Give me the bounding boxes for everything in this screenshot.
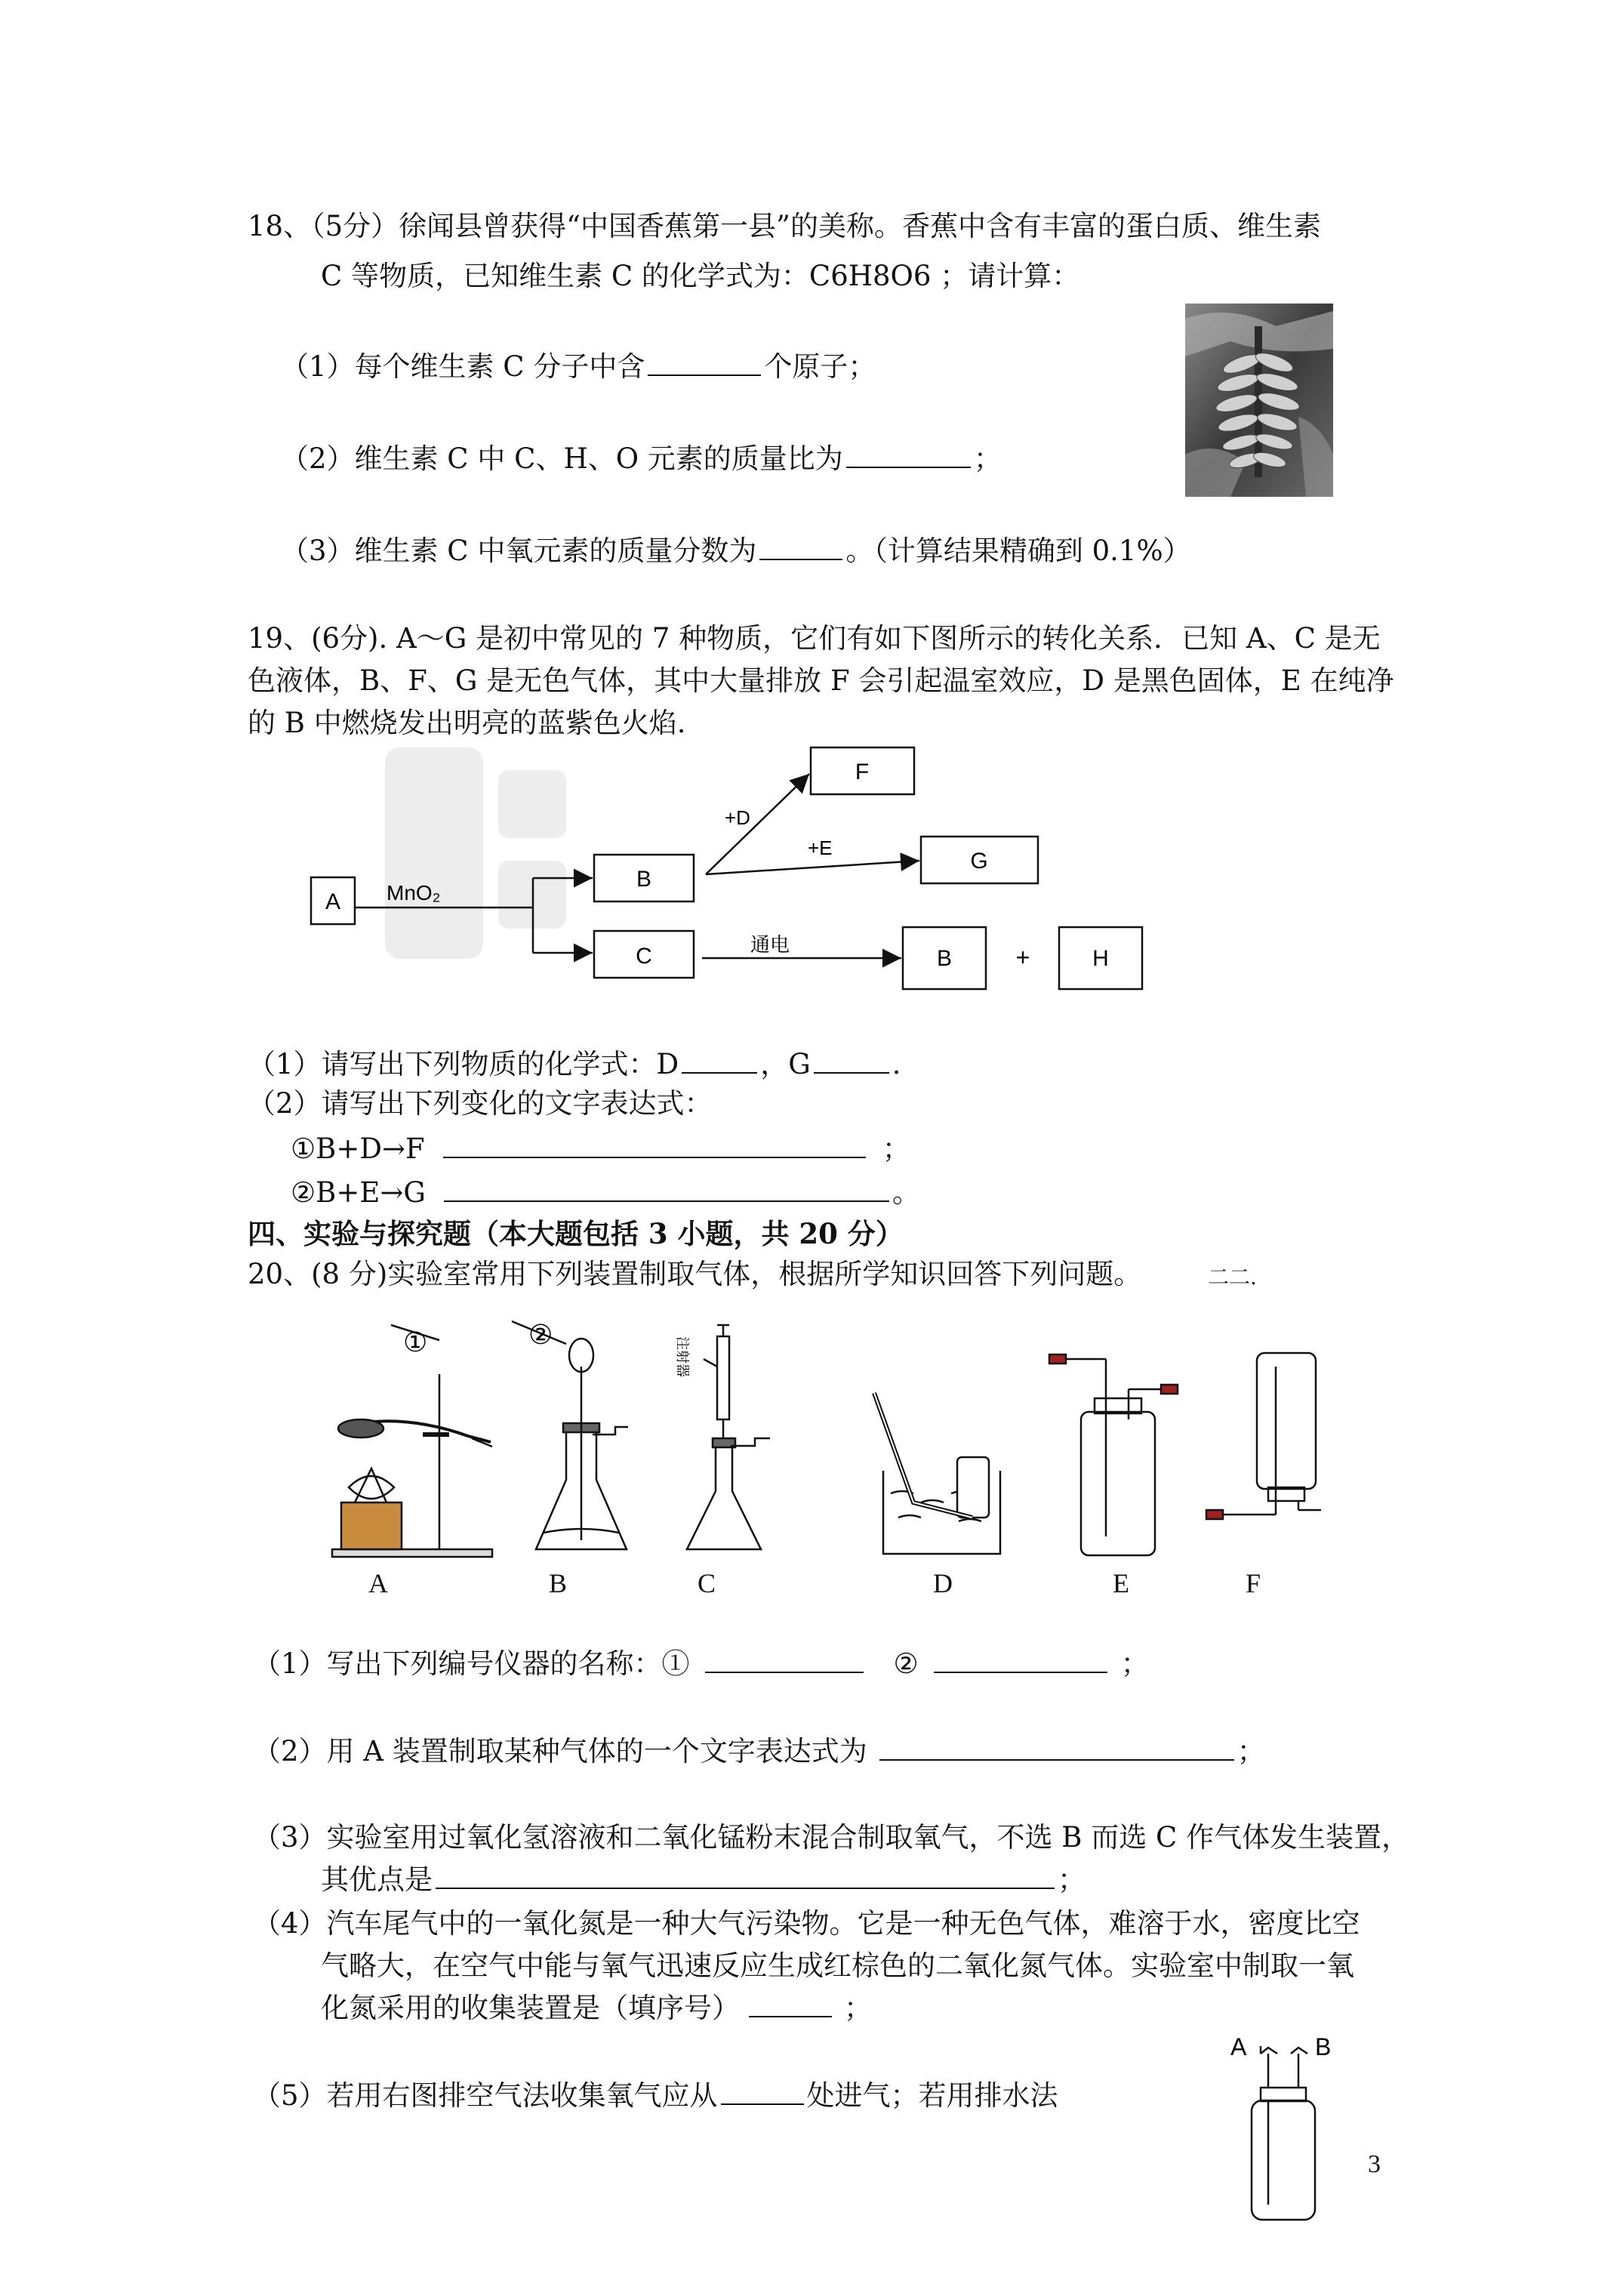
q20-sub4-text: 化氮采用的收集装置是（填序号） — [321, 1992, 740, 2024]
q20-sub1 — [253, 1646, 1149, 1682]
collection-bottle-figure — [1230, 2031, 1344, 2227]
q20-sub3-suffix: ； — [1058, 1863, 1086, 1896]
box-f-label: F — [855, 760, 870, 784]
q19-eq1-text: ①B+D→F — [291, 1133, 425, 1165]
q18-sub2 — [281, 441, 1002, 477]
apparatus-a — [332, 1325, 492, 1557]
apparatus-label-a: A — [368, 1568, 388, 1598]
box-a-label: A — [325, 889, 341, 914]
q19-sub1-blank-g[interactable] — [814, 1046, 889, 1074]
q20-apparatus-figure — [317, 1314, 1329, 1570]
q20-sub5-blank[interactable] — [721, 2078, 804, 2105]
q19-sub1-text: （1）请写出下列物质的化学式：D — [248, 1048, 679, 1080]
q20-sub3-line2 — [321, 1862, 1086, 1898]
banana-photo — [1185, 304, 1333, 497]
apparatus-label-f: F — [1246, 1568, 1261, 1598]
q18-sub3-text: （3）维生素 C 中氧元素的质量分数为 — [281, 535, 757, 567]
syringe-label: 注射器 — [675, 1336, 690, 1377]
apparatus-e — [1049, 1354, 1178, 1555]
q19-sub1-mid: ，G — [760, 1048, 811, 1080]
q19-flow-diagram — [302, 725, 1170, 997]
q19-line2: 色液体，B、F、G 是无色气体，其中大量排放 F 会引起温室效应，D 是黑色固体，E 在纯净 — [248, 664, 1394, 697]
q19-sub1-suffix: . — [892, 1048, 901, 1080]
q20-sub3-text: 其优点是 — [321, 1863, 433, 1896]
q20-sub4-line2: 气略大，在空气中能与氧气迅速反应生成红棕色的二氧化氮气体。实验室中制取一氧 — [321, 1949, 1354, 1982]
q20-sub4-blank[interactable] — [749, 1990, 832, 2017]
plus-d-label: +D — [725, 806, 750, 829]
callout-1: ① — [403, 1327, 428, 1358]
q19-eq1 — [291, 1131, 910, 1167]
box-g-label: G — [970, 849, 988, 874]
q19-line3: 的 B 中燃烧发出明亮的蓝紫色火焰. — [248, 707, 686, 739]
q20-sub4-suffix: ； — [844, 1992, 872, 2024]
apparatus-label-c: C — [698, 1568, 716, 1598]
bottle-label-a: A — [1230, 2033, 1247, 2060]
q20-sub4-line3 — [321, 1990, 872, 2026]
q20-sub2-blank[interactable] — [879, 1734, 1234, 1761]
q19-eq2-suffix: 。 — [892, 1176, 920, 1209]
q18-sub3-suffix: 。（计算结果精确到 0.1%） — [845, 535, 1191, 567]
q19-eq1-suffix: ； — [882, 1133, 910, 1165]
q18-sub2-blank[interactable] — [846, 441, 971, 468]
q20-sub1-text: （1）写出下列编号仪器的名称：① — [253, 1647, 690, 1680]
q20-sub1-blank-2[interactable] — [934, 1646, 1107, 1673]
section4-heading: 四、实验与探究题（本大题包括 3 小题，共 20 分） — [248, 1217, 904, 1250]
q20-sub5 — [253, 2078, 1058, 2114]
q18-sub1-text: （1）每个维生素 C 分子中含 — [281, 350, 645, 383]
box-b2-label: B — [936, 946, 953, 971]
q20-sub1-mid: ② — [893, 1647, 919, 1680]
q18-sub1-suffix: 个原子； — [764, 350, 876, 383]
q20-sub2-text: （2）用 A 装置制取某种气体的一个文字表达式为 — [253, 1735, 867, 1767]
q20-sub5-suffix: 处进气；若用排水法 — [806, 2079, 1058, 2112]
q18-sub1-blank[interactable] — [648, 349, 761, 376]
q19-eq2-blank[interactable] — [444, 1175, 889, 1202]
q20-sub1-blank-1[interactable] — [705, 1646, 864, 1673]
q19-eq2-text: ②B+E→G — [291, 1176, 426, 1209]
q18-sub3 — [281, 533, 1191, 569]
q18-sub2-suffix: ； — [973, 442, 1002, 475]
q20-sub4-line1: （4）汽车尾气中的一氧化氮是一种大气污染物。它是一种无色气体，难溶于水，密度比空 — [253, 1907, 1360, 1940]
q19-sub1-blank-d[interactable] — [682, 1046, 757, 1074]
box-b-label: B — [636, 867, 652, 892]
q19-sub1 — [248, 1046, 901, 1083]
page-number: 3 — [1368, 2150, 1381, 2178]
electrolysis-label: 通电 — [750, 933, 790, 956]
watermark — [385, 747, 566, 959]
q18-line1: 18、（5分）徐闻县曾获得“中国香蕉第一县”的美称。香蕉中含有丰富的蛋白质、维生素 — [248, 210, 1321, 242]
apparatus-label-b: B — [549, 1568, 568, 1598]
plus-sign: + — [1015, 944, 1030, 971]
q20-sub3-blank[interactable] — [436, 1862, 1055, 1889]
q18-sub2-text: （2）维生素 C 中 C、H、O 元素的质量比为 — [281, 442, 843, 475]
apparatus-label-d: D — [933, 1568, 953, 1598]
box-h-label: H — [1092, 946, 1109, 971]
q20-sub3-line1: （3）实验室用过氧化氢溶液和二氧化锰粉末混合制取氧气，不选 B 而选 C 作气体发生装置， — [253, 1821, 1410, 1854]
apparatus-d — [874, 1393, 1000, 1554]
q20-margin-mark: 二二. — [1208, 1265, 1257, 1290]
plus-e-label: +E — [808, 837, 833, 859]
q18-line2: C 等物质，已知维生素 C 的化学式为：C6H8O6 ；请计算： — [321, 260, 1080, 292]
q20-sub5-text: （5）若用右图排空气法收集氧气应从 — [253, 2079, 718, 2112]
q18-sub3-blank[interactable] — [759, 533, 842, 560]
apparatus-f — [1206, 1353, 1321, 1519]
q19-sub2: （2）请写出下列变化的文字表达式： — [248, 1087, 713, 1120]
callout-2: ② — [528, 1319, 553, 1350]
q18-sub1 — [281, 349, 876, 385]
q20-sub2 — [253, 1734, 1265, 1770]
box-c-label: C — [636, 944, 652, 969]
q20-sub1-suffix: ； — [1120, 1647, 1149, 1680]
q20-intro: 20、(8 分)实验室常用下列装置制取气体，根据所学知识回答下列问题。 — [248, 1258, 1142, 1290]
apparatus-c — [687, 1325, 770, 1549]
apparatus-b — [512, 1321, 628, 1549]
q20-sub2-suffix: ； — [1236, 1735, 1265, 1767]
mno2-label: MnO₂ — [387, 881, 441, 905]
bottle-label-b: B — [1315, 2033, 1332, 2060]
q19-eq1-blank[interactable] — [443, 1131, 866, 1158]
q19-line1: 19、(6分). A～G 是初中常见的 7 种物质，它们有如下图所示的转化关系．已知 A、C 是无 — [248, 622, 1381, 655]
apparatus-label-e: E — [1113, 1568, 1129, 1598]
q19-eq2 — [291, 1175, 920, 1211]
